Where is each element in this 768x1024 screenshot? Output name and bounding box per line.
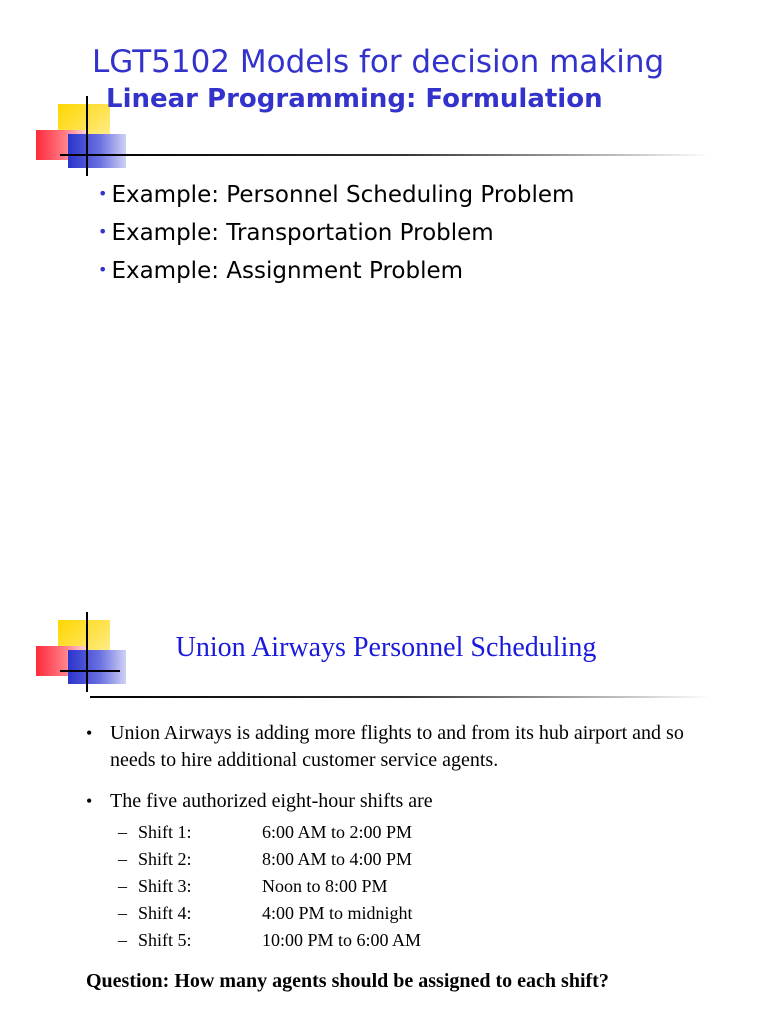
- shift-time: 8:00 AM to 4:00 PM: [262, 849, 413, 869]
- dash-icon: –: [118, 903, 127, 923]
- shift-time: Noon to 8:00 PM: [262, 876, 388, 896]
- bullet-point: [86, 720, 726, 774]
- bullet-icon: •: [98, 222, 108, 241]
- dash-icon: –: [118, 849, 127, 869]
- course-title: LGT5102 Models for decision making: [92, 44, 665, 80]
- shift-time: 10:00 PM to 6:00 AM: [262, 930, 422, 950]
- title-underline-rule: [90, 154, 710, 156]
- horizontal-crosshair-line: [60, 670, 120, 672]
- shift-item: [118, 900, 726, 927]
- shift-name: Shift 3:: [138, 876, 192, 896]
- bullet-icon: •: [98, 260, 108, 279]
- example-label: Example: Transportation Problem: [111, 220, 494, 246]
- shift-list: [86, 819, 726, 954]
- vertical-crosshair-line: [86, 96, 88, 176]
- list-item: [98, 214, 574, 252]
- title-underline-rule: [90, 696, 710, 698]
- bullet-icon: •: [86, 791, 93, 811]
- topic-title: Linear Programming: Formulation: [106, 84, 603, 114]
- dash-icon: –: [118, 876, 127, 896]
- example-label: Example: Personnel Scheduling Problem: [111, 182, 575, 208]
- slide-body: [86, 720, 726, 995]
- shift-name: Shift 5:: [138, 930, 192, 950]
- question-text: Question: How many agents should be assigned to each shift?: [86, 970, 609, 992]
- example-label: Example: Assignment Problem: [111, 258, 464, 284]
- dash-icon: –: [118, 822, 127, 842]
- shift-time: 4:00 PM to midnight: [262, 903, 413, 923]
- shift-item: [118, 873, 726, 900]
- dash-icon: –: [118, 930, 127, 950]
- shift-name: Shift 1:: [138, 822, 192, 842]
- bullet-icon: •: [98, 184, 108, 203]
- bullet-point: [86, 788, 726, 815]
- bullet-text: Union Airways is adding more flights to and from its hub airport and so needs to hire additional customer service agents.: [110, 722, 684, 771]
- example-list: [98, 176, 574, 290]
- bullet-icon: •: [86, 723, 93, 743]
- shift-name: Shift 2:: [138, 849, 192, 869]
- list-item: [98, 252, 574, 290]
- bullet-text: The five authorized eight-hour shifts are: [110, 790, 433, 812]
- shift-item: [118, 927, 726, 954]
- slide-union-airways-scheduling: [0, 580, 768, 1024]
- shift-item: [118, 819, 726, 846]
- shift-name: Shift 4:: [138, 903, 192, 923]
- shift-item: [118, 846, 726, 873]
- list-item: [98, 176, 574, 214]
- slide-title: Union Airways Personnel Scheduling: [175, 632, 597, 663]
- shift-time: 6:00 AM to 2:00 PM: [262, 822, 413, 842]
- blue-rectangle-shape: [68, 134, 126, 168]
